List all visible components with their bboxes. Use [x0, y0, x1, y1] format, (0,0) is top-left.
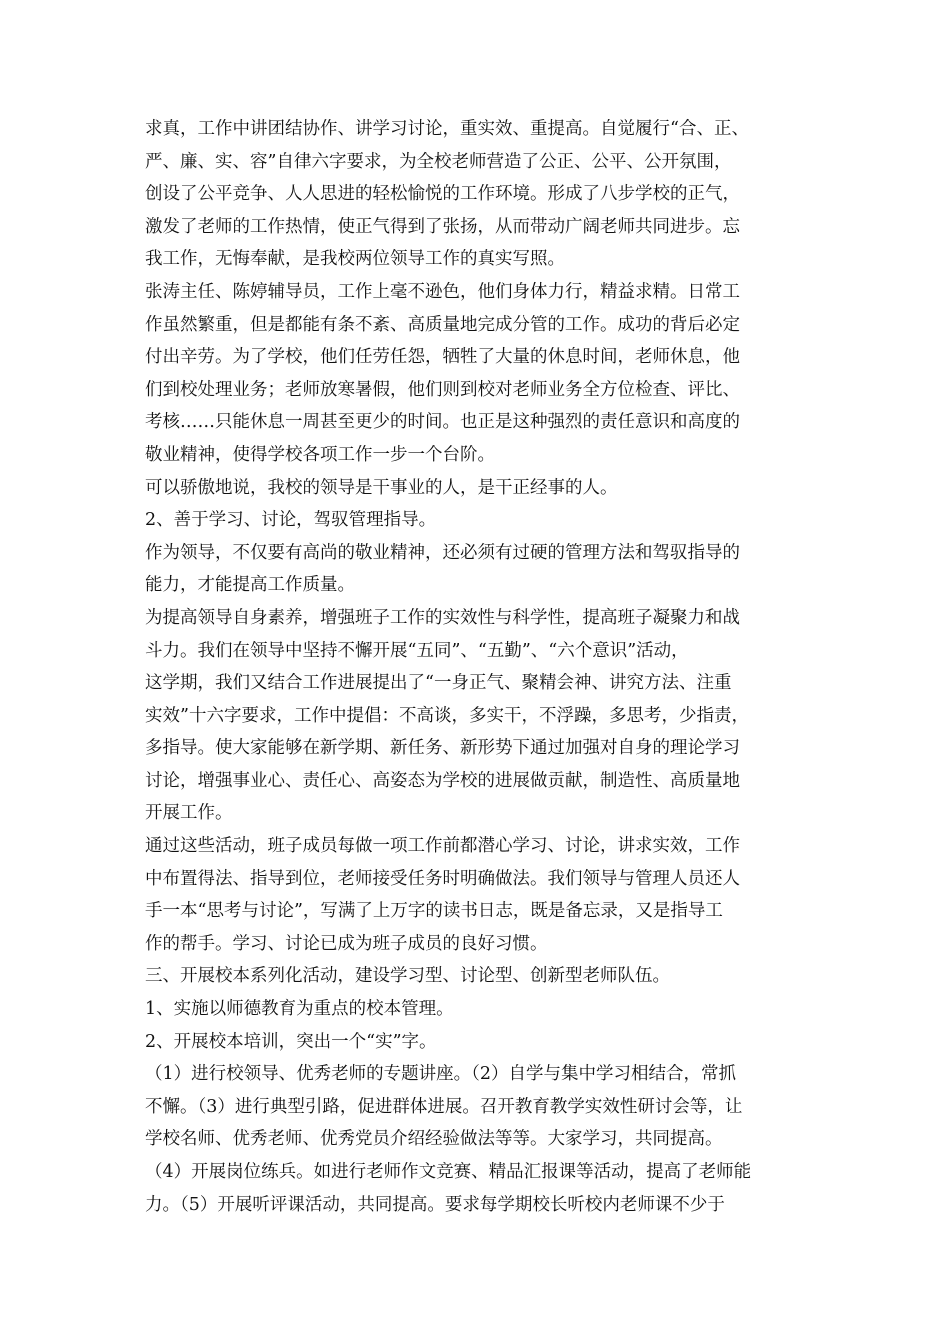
text-line: （1）进行校领导、优秀老师的专题讲座。（2）自学与集中学习相结合，常抓: [145, 1064, 737, 1085]
text-line: 实效”十六字要求，工作中提倡：不高谈，多实干，不浮躁，多思考，少指责，: [145, 705, 749, 726]
text-line: 考核……只能休息一周甚至更少的时间。也正是这种强烈的责任意识和高度的: [145, 412, 740, 433]
text-line: （4）开展岗位练兵。如进行老师作文竞赛、精品汇报课等活动，提高了老师能: [145, 1162, 752, 1182]
text-line: 为提高领导自身素养，增强班子工作的实效性与科学性，提高班子凝聚力和战: [145, 607, 740, 628]
text-line: 斗力。我们在领导中坚持不懈开展“五同”、“五勤”、“六个意识”活动，: [145, 640, 689, 661]
text-line: 开展工作。: [145, 803, 233, 824]
text-line: 三、开展校本系列化活动，建设学习型、讨论型、创新型老师队伍。: [145, 966, 670, 987]
text-line: 1、实施以师德教育为重点的校本管理。: [145, 999, 454, 1020]
text-line: 作的帮手。学习、讨论已成为班子成员的良好习惯。: [145, 933, 548, 954]
text-line: 付出辛劳。为了学校，他们任劳任怨，牺牲了大量的休息时间，老师休息，他: [145, 347, 740, 368]
text-line: 可以骄傲地说，我校的领导是干事业的人，是干正经事的人。: [145, 477, 618, 498]
text-line: 张涛主任、陈婷辅导员，工作上毫不逊色，他们身体力行，精益求精。日常工: [145, 281, 740, 302]
text-line: 作为领导，不仅要有高尚的敬业精神，还必须有过硬的管理方法和驾驭指导的: [145, 542, 740, 563]
text-line: 能力，才能提高工作质量。: [145, 575, 355, 596]
text-line: 们到校处理业务；老师放寒暑假，他们则到校对老师业务全方位检查、评比、: [145, 379, 740, 400]
text-line: 严、廉、实、容”自律六字要求，为全校老师营造了公正、公平、公开氛围，: [145, 151, 732, 172]
text-line: 作虽然繁重，但是都能有条不紊、高质量地完成分管的工作。成功的背后必定: [145, 314, 740, 335]
text-line: 我工作，无悔奉献，是我校两位领导工作的真实写照。: [145, 249, 565, 270]
text-line: 讨论，增强事业心、责任心、高姿态为学校的进展做贡献，制造性、高质量地: [145, 770, 740, 791]
text-line: 手一本“思考与讨论”，写满了上万字的读书日志，既是备忘录，又是指导工: [145, 901, 723, 922]
text-line: 中布置得法、指导到位，老师接受任务时明确做法。我们领导与管理人员还人: [145, 868, 740, 889]
text-line: 2、善于学习、讨论，驾驭管理指导。: [145, 510, 437, 531]
text-line: 不懈。（3）进行典型引路，促进群体进展。召开教育教学实效性研讨会等，让: [145, 1096, 743, 1117]
text-line: 敬业精神，使得学校各项工作一步一个台阶。: [145, 444, 495, 465]
text-line: 这学期，我们又结合工作进展提出了“一身正气、聚精会神、讲究方法、注重: [145, 673, 732, 694]
text-line: 学校名师、优秀老师、优秀党员介绍经验做法等等。大家学习，共同提高。: [145, 1129, 723, 1150]
document-body: [145, 113, 815, 1221]
text-line: 2、开展校本培训，突出一个“实”字。: [145, 1031, 437, 1052]
text-line: 激发了老师的工作热情，使正气得到了张扬，从而带动广阔老师共同进步。忘: [145, 216, 740, 237]
text-line: 求真，工作中讲团结协作、讲学习讨论，重实效、重提高。自觉履行“合、正、: [145, 119, 749, 139]
text-line: 通过这些活动，班子成员每做一项工作前都潜心学习、讨论，讲求实效，工作: [145, 836, 740, 857]
text-line: 创设了公平竞争、人人思进的轻松愉悦的工作环境。形成了八步学校的正气，: [145, 184, 740, 205]
text-line: 力。（5）开展听评课活动，共同提高。要求每学期校长听校内老师课不少于: [145, 1194, 725, 1215]
text-line: 多指导。使大家能够在新学期、新任务、新形势下通过加强对自身的理论学习: [145, 738, 740, 759]
